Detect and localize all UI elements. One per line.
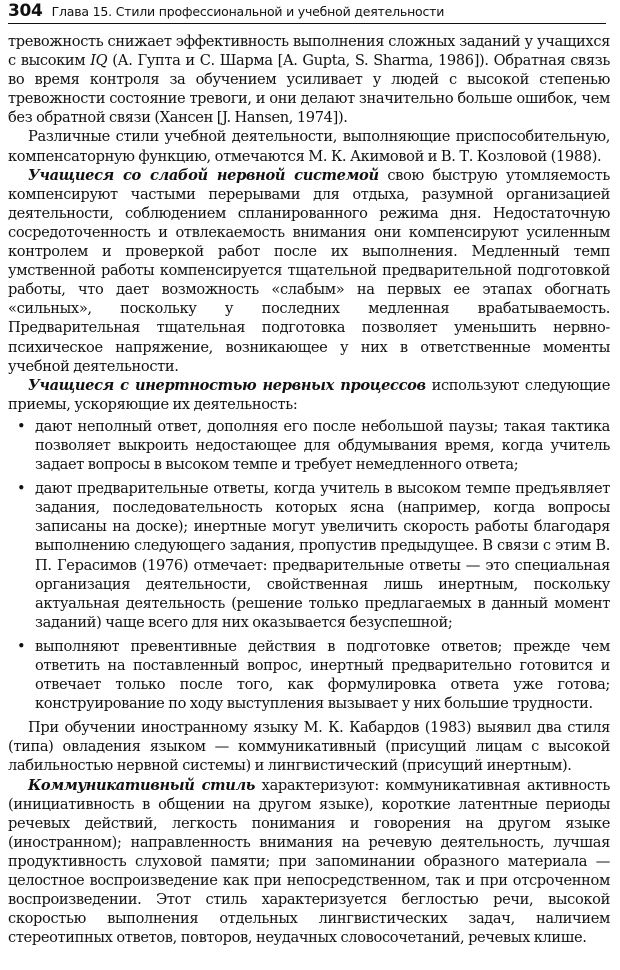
- paragraph-text: свою быструю утомляемость компенсируют частыми перерывами для отдыха, разумной организацией деятельности, соблюдением спланированного режима дня. Недостаточную сосредоточенность и отвлекаемость внимания они компенсируют усиленным контролем и проверкой работ после их выполнения. Медленный темп умственной работы компенсируется тщательной предварительной подготовкой работы, что дает возможность «слабым» на первых ее этапах обогнать «сильных», поскольку у последних медленная врабатываемость. Предварительная тщательная подготовка позволяет уменьшить нервно-психическое напряжение, возникающее у них в ответственные моменты учебной деятельности.: [8, 166, 610, 375]
- bullet-icon: •: [17, 480, 26, 498]
- bullet-icon: •: [17, 417, 26, 435]
- iq-abbreviation: IQ: [90, 52, 108, 70]
- paragraph-text: (А. Гупта и С. Шарма [A. Gupta, S. Sharma, 1986]). Обратная связь во время контроля за обучением усиливает у людей с высокой степенью тревожности состояние тревоги, и они делают значительно больше ошибок, чем без обратной связи (Хансен [J. Hansen, 1974]).: [8, 52, 610, 127]
- paragraph-continuation: [8, 32, 610, 127]
- paragraph-text: характеризуют: коммуникативная активность (инициативность в общении на другом языке), короткие латентные периоды речевых действий, легкость понимания и говорения на другом языке (иностранном); направленность внимания на речевую деятельность, лучшая продуктивность слуховой памяти; при запоминании образного материала — целостное воспроизведение как при непосредственном, так и при отсроченном воспроизведении. Этот стиль характеризуется беглостью речи, высокой скоростью выполнения отдельных лингвистических задач, наличием стереотипных ответов, повторов, неудачных словосочетаний, речевых клише.: [8, 776, 610, 947]
- list-item: [8, 637, 610, 713]
- paragraph-text: используют следующие приемы, ускоряющие их деятельность:: [8, 376, 611, 413]
- paragraph-weak-nervous-system: [8, 166, 610, 376]
- term-communicative-style: Коммуникативный стиль: [28, 776, 256, 794]
- list-item-text: дают неполный ответ, дополняя его после небольшой паузы; такая тактика позволяет выкроить недостающее для обдумывания время, когда учитель задает вопросы в высоком темпе и требует немедленного ответа;: [35, 417, 610, 474]
- paragraph-text: тревожность снижает эффективность выполнения сложных заданий у учащихся с высоким: [8, 33, 610, 70]
- list-item-text: выполняют превентивные действия в подготовке ответов; прежде чем ответить на поставленный вопрос, инертный предварительно готовится и отвечает только после того, как формулировка ответа уже готова; конструирование по ходу выступления вызывает у них большие трудности.: [35, 637, 610, 713]
- term-inertia: Учащиеся с инертностью нервных процессов: [28, 376, 426, 394]
- paragraph-learning-styles: Различные стили учебной деятельности, выполняющие приспособительную, компенсаторную функцию, отмечаются М. К. Акимовой и В. Т. Козловой (1988).: [8, 128, 610, 165]
- term-weak-nervous-system: Учащиеся со слабой нервной системой: [28, 166, 379, 184]
- running-header: [8, 0, 606, 24]
- body-text: [8, 32, 610, 947]
- list-item-text: дают предварительные ответы, когда учитель в высоком темпе предъявляет задания, последовательность которых ясна (например, когда вопросы записаны на доске); инертные могут увеличить скорость работы благодаря выполнению следующего задания, пропустив предыдущее. В связи с этим В. П. Герасимов (1976) отмечает: предварительные ответы — это специальная организация деятельности, свойственная лишь инертным, поскольку актуальная деятельность (решение только предлагаемых в данный момент заданий) чаще всего для них оказывается безуспешной;: [35, 480, 610, 631]
- techniques-list: [8, 417, 610, 713]
- list-item: [8, 417, 610, 474]
- page-number: 304: [8, 1, 43, 21]
- chapter-title: Глава 15. Стили профессиональной и учебной деятельности: [51, 4, 445, 19]
- paragraph-inertia: [8, 376, 610, 414]
- paragraph-communicative-style: [8, 776, 610, 948]
- paragraph-language-learning: При обучении иностранному языку М. К. Кабардов (1983) выявил два стиля (типа) овладения языком — коммуникативный (присущий лицам с высокой лабильностью нервной системы) и лингвистический (присущий инертным).: [8, 719, 610, 775]
- list-item: [8, 479, 610, 632]
- bullet-icon: •: [17, 637, 26, 655]
